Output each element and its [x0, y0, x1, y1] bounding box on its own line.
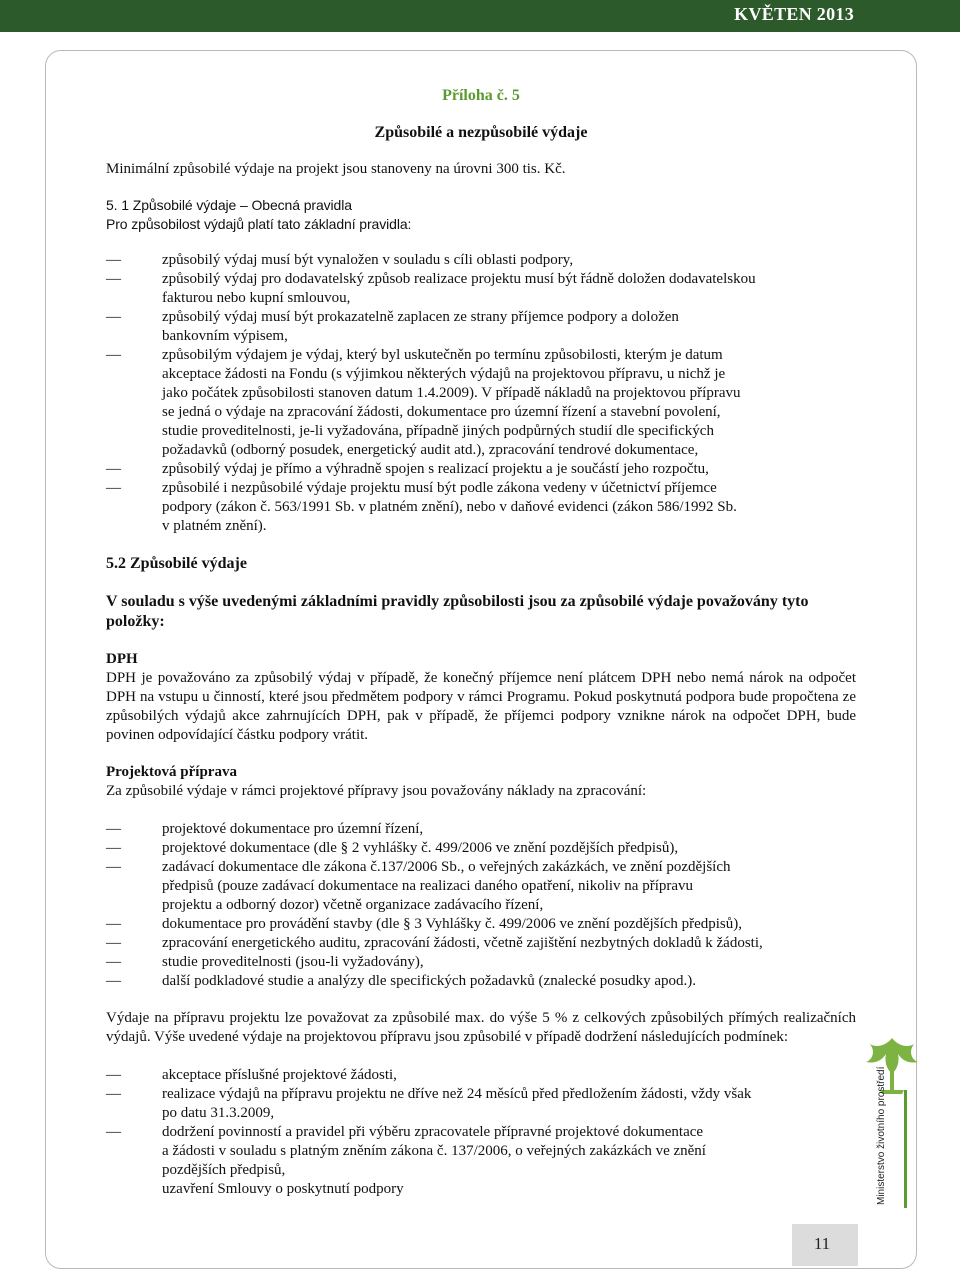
- intro-text: Minimální způsobilé výdaje na projekt jsou stanoveny na úrovni 300 tis. Kč.: [106, 161, 566, 177]
- list-item-text: studie proveditelnosti, je-li vyžadována, případně jiných podpůrných studií dle specifických: [162, 423, 714, 439]
- section-1: [106, 196, 856, 234]
- dash-bullet: —: [106, 935, 121, 951]
- dash-bullet: —: [106, 954, 121, 970]
- dash-bullet: —: [106, 840, 121, 856]
- list-item-text: po datu 31.3.2009,: [162, 1105, 275, 1121]
- dash-bullet: —: [106, 916, 121, 932]
- list-item-text: projektové dokumentace (dle § 2 vyhlášky č. 499/2006 ve znění pozdějších předpisů),: [162, 840, 679, 856]
- list-item-text: jako počátek způsobilosti stanoven datum 1.4.2009). V případě nákladů na projektovou přípravu: [162, 385, 741, 401]
- list-item-text: v platném znění).: [162, 518, 267, 534]
- ministry-emblem-icon: [862, 1030, 922, 1220]
- dash-bullet: —: [106, 859, 121, 875]
- prep-heading: Projektová příprava: [106, 764, 237, 780]
- list-item-text: dodržení povinností a pravidel při výběru zpracovatele přípravné projektové dokumentace: [162, 1124, 704, 1140]
- list-item-text: projektové dokumentace pro územní řízení,: [162, 821, 424, 837]
- page-number-box: [792, 1224, 858, 1266]
- list-item: [106, 858, 856, 915]
- list-item-text: způsobilý výdaj musí být prokazatelně zaplacen ze strany příjemce podpory a doložen: [162, 309, 679, 325]
- list-item-text: bankovním výpisem,: [162, 328, 288, 344]
- list-item-text: zadávací dokumentace dle zákona č.137/2006 Sb., o veřejných zakázkách, ve znění pozdějších: [162, 859, 731, 875]
- list-item: [106, 1123, 856, 1180]
- list-item-text: akceptace příslušné projektové žádosti,: [162, 1067, 397, 1083]
- dash-bullet: —: [106, 347, 121, 363]
- list-item-text: se jedná o výdaje na zpracování žádosti, dokumentace pro územní řízení a stavební povolení,: [162, 404, 721, 420]
- list-item: [106, 972, 856, 991]
- dash-bullet: —: [106, 480, 121, 496]
- conditions-list: [106, 1066, 856, 1180]
- list-item-text: požadavků (odborný posudek, energetický audit atd.), zpracování tendrové dokumentace,: [162, 442, 699, 458]
- list-item-text: akceptace žádosti na Fondu (s výjimkou některých výdajů na projektovou přípravu, u nichž je: [162, 366, 726, 382]
- list-item-text: další podkladové studie a analýzy dle specifických požadavků (znalecké posudky apod.).: [162, 973, 696, 989]
- section-2-heading: 5.2 Způsobilé výdaje: [106, 555, 247, 572]
- list-item: [106, 953, 856, 972]
- dash-bullet: —: [106, 1067, 121, 1083]
- list-item-text: fakturou nebo kupní smlouvou,: [162, 290, 351, 306]
- document-title: Způsobilé a nezpůsobilé výdaje: [374, 124, 588, 141]
- dash-bullet: —: [106, 252, 121, 268]
- list-item: [106, 251, 856, 270]
- list-item: [106, 1085, 856, 1123]
- page-number: 11: [813, 1234, 831, 1253]
- list-item: [106, 460, 856, 479]
- list-item: [106, 839, 856, 858]
- dash-bullet: —: [106, 973, 121, 989]
- ministry-accent-line: [904, 1090, 907, 1208]
- section-2-lead: V souladu s výše uvedenými základními pravidly způsobilosti jsou za způsobilé výdaje považovány tyto položky:: [106, 593, 809, 630]
- list-item-text: způsobilý výdaj musí být vynaložen v souladu s cíli oblasti podpory,: [162, 252, 574, 268]
- dash-bullet: —: [106, 271, 121, 287]
- list-item: [106, 1066, 856, 1085]
- section-1-lead: Pro způsobilost výdajů platí tato základní pravidla:: [106, 216, 412, 232]
- header-bar: [0, 0, 960, 32]
- list-item: [106, 915, 856, 934]
- section-1-heading: 5. 1 Způsobilé výdaje – Obecná pravidla: [106, 197, 352, 213]
- document-body: [106, 86, 856, 1199]
- list-item: [106, 820, 856, 839]
- rules-list: [106, 251, 856, 536]
- prep-lead: Za způsobilé výdaje v rámci projektové přípravy jsou považovány náklady na zpracování:: [106, 783, 647, 799]
- list-item-text: a žádosti v souladu s platným zněním zákona č. 137/2006, o veřejných zakázkách ve znění: [162, 1143, 706, 1159]
- list-item-text: způsobilým výdajem je výdaj, který byl uskutečněn po termínu způsobilosti, kterým je datum: [162, 347, 723, 363]
- list-item: [106, 934, 856, 953]
- list-item-text: pozdějších předpisů,: [162, 1162, 286, 1178]
- attachment-label: Příloha č. 5: [442, 87, 520, 104]
- list-item-text: studie proveditelnosti (jsou-li vyžadovány),: [162, 954, 424, 970]
- dash-bullet: —: [106, 309, 121, 325]
- conditions-text: Výdaje na přípravu projektu lze považovat za způsobilé max. do výše 5 % z celkových způsobilých přímých realizačních výdajů. Výše uvedené výdaje na projektovou přípravu jsou způsobilé v případě dodržení následujících podmínek:: [106, 1010, 856, 1045]
- list-item-text: způsobilé i nezpůsobilé výdaje projektu musí být podle zákona vedeny v účetnictví příjemce: [162, 480, 717, 496]
- dash-bullet: —: [106, 1124, 121, 1140]
- dash-bullet: —: [106, 461, 121, 477]
- dph-text: DPH je považováno za způsobilý výdaj v případě, že konečný příjemce není plátcem DPH nebo nemá nárok na odpočet DPH na vstupu u činností, které jsou předmětem podpory v rámci Programu. Pokud poskytnutá podpora bude propočtena ze způsobilých výdajů akce zahrnujících DPH, pak v případě, že příjemci podpory vznikne nárok na odpočet DPH, bude povinen odpovídající částku podpory vrátit.: [106, 670, 856, 743]
- last-condition: uzavření Smlouvy o poskytnutí podpory: [162, 1181, 404, 1197]
- list-item-text: projektu a odborný dozor) včetně organizace zadávacího řízení,: [162, 897, 544, 913]
- list-item-text: realizace výdajů na přípravu projektu ne dříve než 24 měsíců před předložením žádosti, vždy však: [162, 1086, 752, 1102]
- dash-bullet: —: [106, 821, 121, 837]
- list-item-text: zpracování energetického auditu, zpracování žádosti, včetně zajištění nezbytných dokladů k žádosti,: [162, 935, 763, 951]
- list-item: [106, 479, 856, 536]
- list-item: [106, 346, 856, 460]
- list-item-text: způsobilý výdaj je přímo a výhradně spojen s realizací projektu a je součástí jeho rozpočtu,: [162, 461, 709, 477]
- list-item-text: předpisů (pouze zadávací dokumentace na realizaci daného opatření, nikoliv na přípravu: [162, 878, 694, 894]
- dash-bullet: —: [106, 1086, 121, 1102]
- list-item-text: podpory (zákon č. 563/1991 Sb. v platném znění), nebo v daňové evidenci (zákon 586/1992 Sb.: [162, 499, 737, 515]
- issue-date: KVĚTEN 2013: [734, 4, 854, 24]
- list-item: [106, 308, 856, 346]
- list-item-text: způsobilý výdaj pro dodavatelský způsob realizace projektu musí být řádně doložen dodavatelskou: [162, 271, 756, 287]
- prep-list: [106, 820, 856, 991]
- list-item: [106, 270, 856, 308]
- dph-heading: DPH: [106, 651, 138, 667]
- ministry-name: Ministerstvo životního prostředí: [876, 1066, 887, 1205]
- list-item-text: dokumentace pro provádění stavby (dle § 3 Vyhlášky č. 499/2006 ve znění pozdějších předpisů),: [162, 916, 742, 932]
